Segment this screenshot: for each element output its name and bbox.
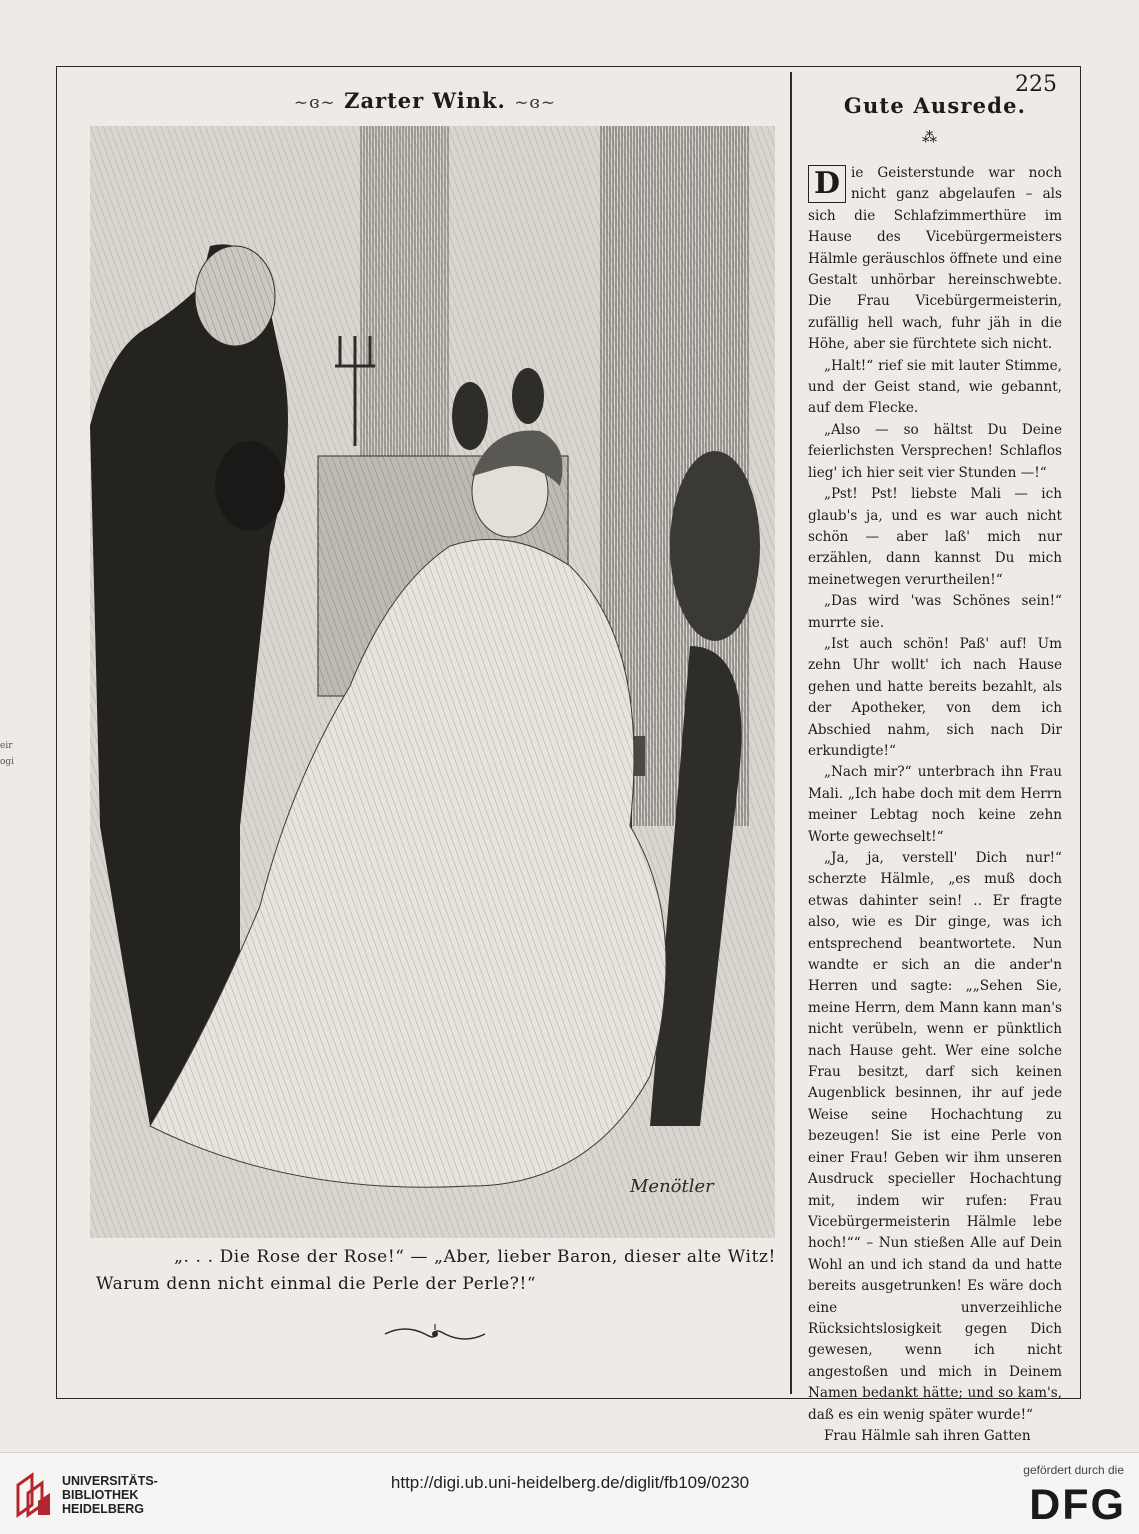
- story-paragraph: „Halt!“ rief sie mit lauter Stimme, und der Geist stand, wie gebannt, auf dem Flecke.: [808, 357, 1062, 417]
- caption-line-1: „. . . Die Rose der Rose!“ — „Aber, lieber Baron, dieser alte Witz!: [174, 1247, 776, 1267]
- story-paragraph: Frau Hälmle sah ihren Gatten: [824, 1427, 1031, 1444]
- story-paragraph: D ie Geisterstunde war noch nicht ganz abgelaufen – als sich die Schlafzimmerthüre im Hause des Vicebürgermeisters Hälmle geräuschlos öffnete und eine Gestalt unhörbar hereinschwebte. Die Frau Vicebürgermeisterin, zufällig hell wach, fuhr jäh in die Höhe, aber sie fürchtete sich nicht.: [808, 165, 1062, 353]
- permalink-url[interactable]: http://digi.ub.uni-heidelberg.de/diglit/fb109/0230: [390, 1473, 750, 1492]
- institution-line: HEIDELBERG: [62, 1502, 144, 1516]
- margin-mark: eir: [0, 741, 13, 751]
- story-column: [808, 163, 1062, 1447]
- story-paragraph: „Ist auch schön! Paß' auf! Um zehn Uhr wollt' ich nach Hause gehen und hatte bereits bezahlt, als der Apotheker, von dem ich Abschied nahm, sich nach Dir erkundigte!“: [808, 635, 1062, 759]
- margin-bleed-marks: [0, 738, 15, 770]
- story-paragraph: „Das wird 'was Schönes sein!“ murrte sie.: [808, 593, 1062, 631]
- illustration-title: [260, 88, 590, 113]
- sponsor-label: gefördert durch die: [1023, 1463, 1124, 1477]
- story-paragraph: „Pst! Pst! liebste Mali — ich glaub's ja, und es war auch nicht schön — aber laß' mich nur erzählen, dann kannst Du mich meinetwegen verurtheilen!“: [808, 486, 1062, 588]
- story-paragraph: „Nach mir?“ unterbrach ihn Frau Mali. „Ich habe doch mit dem Herrn meiner Lebtag noch keine zehn Worte gewechselt!“: [808, 764, 1062, 845]
- ub-heidelberg-logo-icon[interactable]: [14, 1471, 54, 1519]
- engraving-illustration: [90, 126, 775, 1238]
- page-number: 225: [1015, 72, 1057, 97]
- mantel-vase: [512, 368, 544, 424]
- viewer-footer: [0, 1452, 1139, 1534]
- asterism-ornament-icon: ⁂: [922, 128, 937, 146]
- institution-name[interactable]: [62, 1474, 158, 1516]
- caption-line-2: Warum denn nicht einmal die Perle der Perle?!“: [96, 1274, 537, 1294]
- illustration-caption: [96, 1244, 776, 1298]
- institution-line: BIBLIOTHEK: [62, 1488, 139, 1502]
- story-paragraph: „Ja, ja, verstell' Dich nur!“ scherzte Hälmle, „es muß doch etwas dahinter sein! .. Er fragte also, wie es Dir ginge, was ich entsprechend beantwortete. Nun wandte er sich an die ander'n Herren und sagte: „„Sehen Sie, meine Herrn, dem Mann kann man's nicht verübeln, wenn er pünktlich nach Hause geht. Wer eine solche Frau besitzt, darf sich keinen Augenblick besinnen, ihr auf jede Weise seine Hochachtung zu bezeugen! Sie ist eine Perle von einer Frau! Geben wir ihm unseren Ausdruck specieller Hochachtung mit, indem wir rufen: Frau Vicebürgermeisterin Hälmle lebe hoch!““ – Nun stießen Alle auf Dein Wohl an und ich stand da und hatte bereits ausgetrunken! Es wäre doch eine unverzeihliche Rücksichtslosigkeit gegen Dich gewesen, wenn ich nicht angestoßen und mich in Deinem Namen bedankt hätte; und so kam's, daß es ein wenig später wurde!“: [808, 850, 1062, 1423]
- illustration-signature: Menötler: [630, 1176, 714, 1197]
- top-hat: [215, 441, 285, 531]
- drop-cap: D: [808, 165, 846, 203]
- illustration-title-text: Zarter Wink.: [344, 88, 506, 113]
- title-ornament-right: ~ɞ~: [514, 93, 557, 113]
- mantel-clock: [452, 382, 488, 450]
- story-paragraph: „Also — so hältst Du Deine feierlichsten Versprechen! Schlaflos lieg' ich hier seit vier Stunden —!“: [808, 421, 1062, 481]
- institution-line: UNIVERSITÄTS-: [62, 1474, 158, 1488]
- dfg-logo-icon[interactable]: DFG: [1029, 1481, 1126, 1529]
- window-curtain-left: [360, 126, 450, 456]
- column-divider: [790, 72, 792, 1394]
- margin-mark: ogi: [0, 757, 15, 767]
- title-ornament-left: ~ɞ~: [293, 93, 336, 113]
- story-title: Gute Ausrede.: [843, 93, 1027, 118]
- flourish-ornament-icon: [380, 1322, 490, 1346]
